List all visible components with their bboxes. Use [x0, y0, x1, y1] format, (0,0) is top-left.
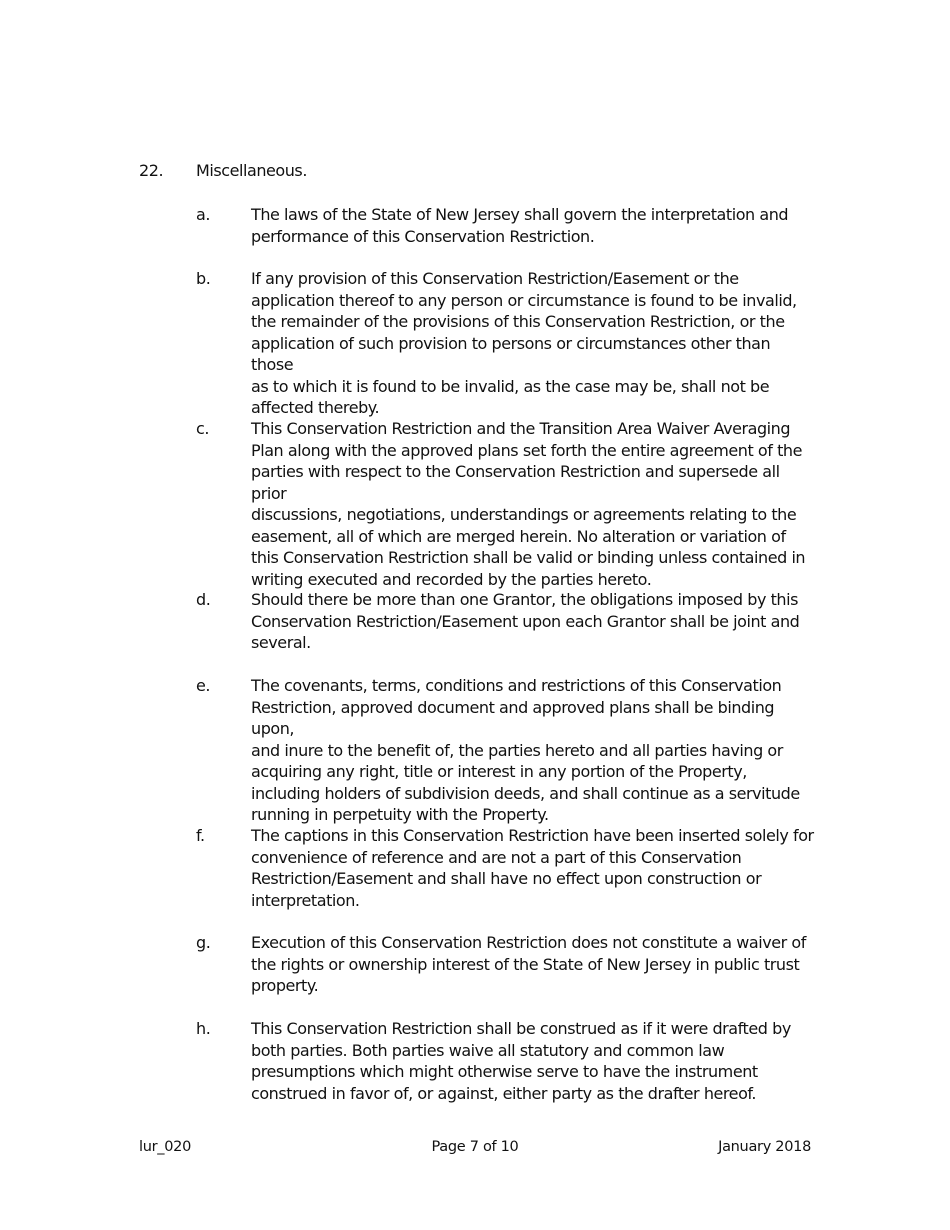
- list-item-letter: e.: [196, 676, 211, 695]
- list-item-c: [196, 418, 816, 590]
- list-item-text: The laws of the State of New Jersey shall govern the interpretation and performance of this Conservation Restriction.: [251, 205, 789, 246]
- section-number: 22.: [139, 161, 164, 180]
- list-item-letter: h.: [196, 1019, 211, 1038]
- footer-page-number: Page 7 of 10: [431, 1139, 519, 1155]
- list-item-e: [196, 675, 816, 826]
- list-item-text: The captions in this Conservation Restriction have been inserted solely for convenience of reference and are not a part of this Conservation Restriction/Easement and shall have no effect upon construction or interpretation.: [251, 826, 814, 910]
- list-item-b: [196, 268, 816, 419]
- list-item-text: Should there be more than one Grantor, the obligations imposed by this Conservation Restriction/Easement upon each Grantor shall be joint and several.: [251, 590, 800, 652]
- list-item-f: [196, 825, 816, 911]
- list-item-a: [196, 204, 816, 247]
- list-item-text: The covenants, terms, conditions and restrictions of this Conservation Restriction, approved document and approved plans shall be binding upon, and inure to the benefit of, the parties hereto and all parties having or acquiring any right, title or interest in any portion of the Property, including holders of subdivision deeds, and shall continue as a servitude running in perpetuity with the Property.: [251, 676, 800, 824]
- list-item-text: This Conservation Restriction and the Transition Area Waiver Averaging Plan along with the approved plans set forth the entire agreement of the parties with respect to the Conservation Restriction and supersede all prior discussions, negotiations, understandings or agreements relating to the easement, all of which are merged herein. No alteration or variation of this Conservation Restriction shall be valid or binding unless contained in writing executed and recorded by the parties hereto.: [251, 419, 806, 589]
- section-title: Miscellaneous.: [196, 161, 307, 180]
- list-item-text: This Conservation Restriction shall be construed as if it were drafted by both parties. Both parties waive all statutory and common law presumptions which might otherwise serve to have the instrument construed in favor of, or against, either party as the drafter hereof.: [251, 1019, 791, 1103]
- list-item-letter: g.: [196, 933, 211, 952]
- list-item-text: If any provision of this Conservation Restriction/Easement or the application thereof to any person or circumstance is found to be invalid, the remainder of the provisions of this Conservation Restriction, or the application of such provision to persons or circumstances other than those as to which it is found to be invalid, as the case may be, shall not be affected thereby.: [251, 269, 797, 417]
- list-item-letter: c.: [196, 419, 209, 438]
- list-item-letter: b.: [196, 269, 211, 288]
- footer-document-code: lur_020: [139, 1139, 192, 1155]
- list-item-letter: f.: [196, 826, 205, 845]
- list-item-g: [196, 932, 816, 997]
- list-item-letter: d.: [196, 590, 211, 609]
- list-item-text: Execution of this Conservation Restriction does not constitute a waiver of the rights or ownership interest of the State of New Jersey in public trust property.: [251, 933, 806, 995]
- footer-date: January 2018: [718, 1139, 811, 1155]
- list-item-d: [196, 589, 816, 654]
- list-item-letter: a.: [196, 205, 210, 224]
- list-item-h: [196, 1018, 816, 1104]
